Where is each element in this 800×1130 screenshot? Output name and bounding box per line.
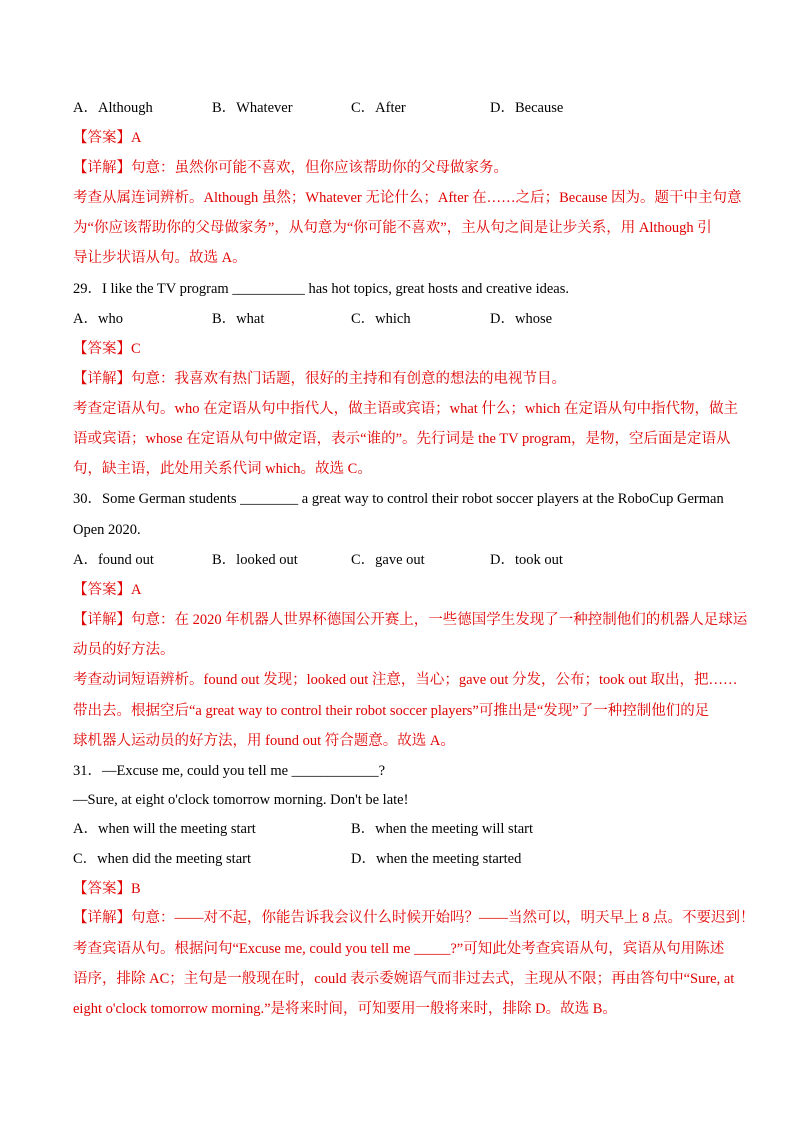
detail-line: 考查动词短语辨析。found out 发现；looked out 注意，当心；gave out 分发，公布；took out 取出，把……: [73, 672, 738, 688]
option-d: D．took out: [490, 552, 563, 568]
question-stem: 31．—Excuse me, could you tell me ____________?: [73, 763, 386, 779]
option-a: A．who: [73, 311, 123, 327]
option-c: C．when did the meeting start: [73, 851, 251, 867]
question-stem: 30．Some German students ________ a great way to control their robot soccer players at the RoboCup German: [73, 491, 724, 507]
option-c: C．After: [351, 100, 406, 116]
question-stem: —Sure, at eight o'clock tomorrow morning. Don't be late!: [73, 792, 409, 808]
detail-line: 语或宾语；whose 在定语从句中做定语，表示“谁的”。先行词是 the TV program，是物，空后面是定语从: [73, 431, 731, 447]
option-b: B．Whatever: [212, 100, 293, 116]
option-d: D．Because: [490, 100, 564, 116]
detail-line: 为“你应该帮助你的父母做家务”，从句意为“你可能不喜欢”，主从句之间是让步关系，用 Although 引: [73, 220, 712, 236]
answer-label: 【答案】B: [73, 881, 141, 897]
answer-label: 【答案】C: [73, 341, 141, 357]
detail-line: 语序，排除 AC；主句是一般现在时，could 表示委婉语气而非过去式，主现从不限；再由答句中“Sure, at: [73, 971, 735, 987]
detail-line: 动员的好方法。: [73, 642, 175, 658]
option-d: D．whose: [490, 311, 553, 327]
detail-line: 导让步状语从句。故选 A。: [73, 250, 247, 266]
answer-label: 【答案】A: [73, 582, 142, 598]
option-a: A．when will the meeting start: [73, 821, 256, 837]
detail-line: 带出去。根据空后“a great way to control their robot soccer players”可推出是“发现”了一种控制他们的足: [73, 703, 710, 719]
detail-line: 【详解】句意：我喜欢有热门话题，很好的主持和有创意的想法的电视节目。: [73, 371, 566, 387]
detail-line: 球机器人运动员的好方法，用 found out 符合题意。故选 A。: [73, 733, 455, 749]
option-c: C．which: [351, 311, 411, 327]
option-d: D．when the meeting started: [351, 851, 522, 867]
option-b: B．when the meeting will start: [351, 821, 534, 837]
option-a: A．Although: [73, 100, 153, 116]
answer-label: 【答案】A: [73, 130, 142, 146]
option-b: B．what: [212, 311, 265, 327]
detail-line: 【详解】句意：——对不起，你能告诉我会议什么时候开始吗？——当然可以，明天早上 8 点。不要迟到！: [73, 910, 755, 926]
detail-line: eight o'clock tomorrow morning.”是将来时间，可知要用一般将来时，排除 D。故选 B。: [73, 1001, 617, 1017]
option-c: C．gave out: [351, 552, 425, 568]
detail-line: 句，缺主语，此处用关系代词 which。故选 C。: [73, 461, 372, 477]
detail-line: 【详解】句意：在 2020 年机器人世界杯德国公开赛上，一些德国学生发现了一种控制他们的机器人足球运: [73, 612, 748, 628]
option-a: A．found out: [73, 552, 154, 568]
question-stem: 29．I like the TV program __________ has hot topics, great hosts and creative ideas.: [73, 281, 569, 297]
option-b: B．looked out: [212, 552, 298, 568]
detail-line: 考查宾语从句。根据问句“Excuse me, could you tell me _____?”可知此处考查宾语从句，宾语从句用陈述: [73, 941, 725, 957]
question-stem: Open 2020.: [73, 522, 141, 538]
detail-line: 【详解】句意：虽然你可能不喜欢，但你应该帮助你的父母做家务。: [73, 160, 508, 176]
detail-line: 考查从属连词辨析。Although 虽然；Whatever 无论什么；After 在……之后；Because 因为。题干中主句意: [73, 190, 742, 206]
detail-line: 考查定语从句。who 在定语从句中指代人，做主语或宾语；what 什么；which 在定语从句中指代物，做主: [73, 401, 738, 417]
